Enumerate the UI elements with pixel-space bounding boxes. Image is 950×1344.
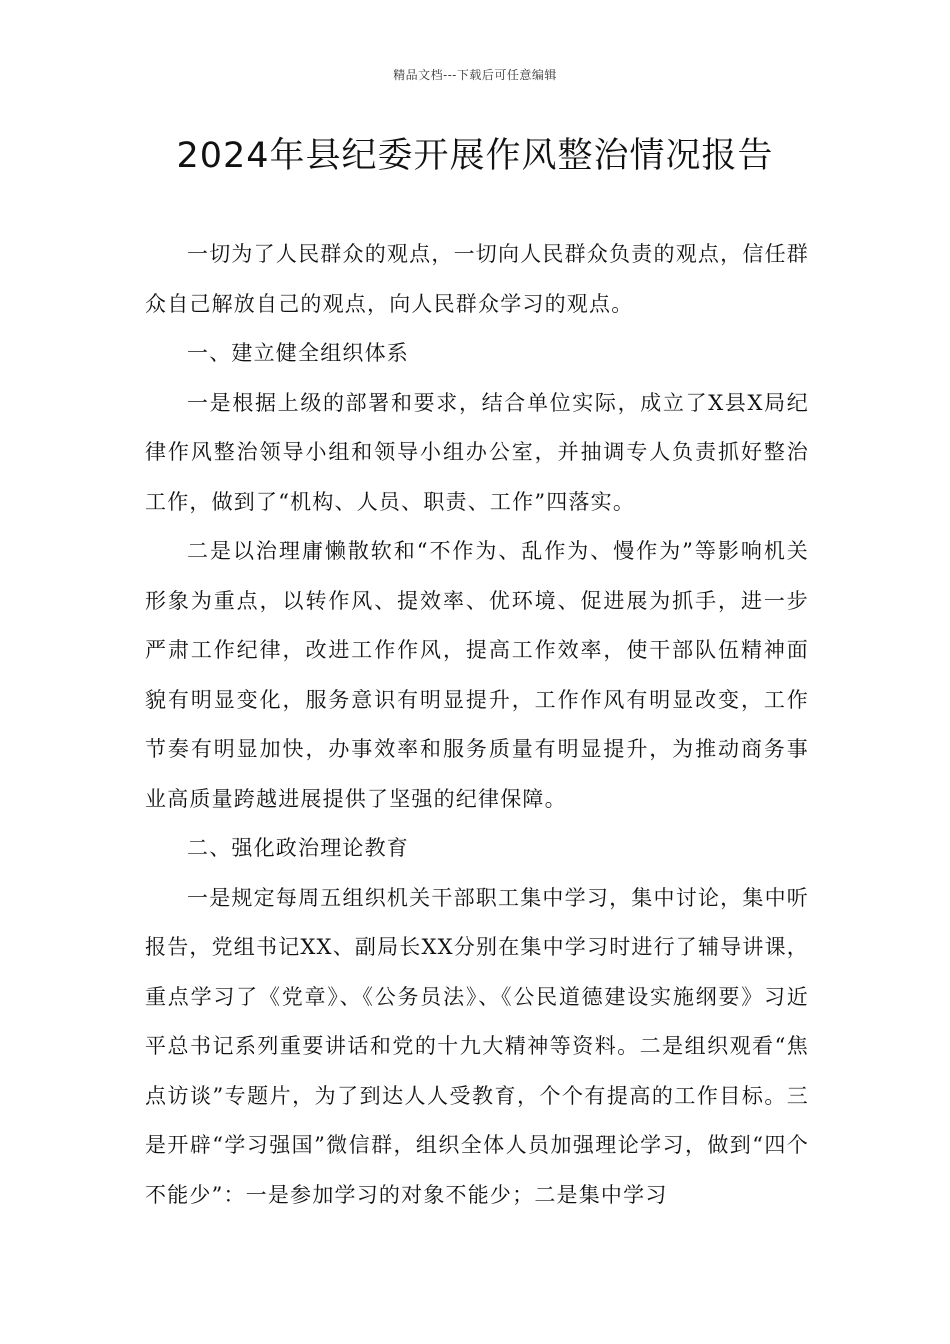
section-heading-1: 一、建立健全组织体系 (187, 341, 409, 365)
paragraph-1-1: 一是根据上级的部署和要求，结合单位实际，成立了X县X局纪律作风整治领导小组和领导小组办公室，并抽调专人负责抓好整治工作，做到了“机构、人员、职责、工作”四落实。 (145, 390, 809, 514)
header-note: 精品文档---下载后可任意编辑 (393, 68, 557, 82)
document-title: 2024年县纪委开展作风整治情况报告 (176, 136, 774, 176)
paragraph-2-1: 一是规定每周五组织机关干部职工集中学习，集中讨论，集中听报告，党组书记XX、副局长XX分别在集中学习时进行了辅导讲课，重点学习了《党章》、《公务员法》、《公民道德建设实施纲要》习近平总书记系列重要讲话和党的十九大精神等资料。二是组织观看“焦点访谈”专题片，为了到达人人受教育，个个有提高的工作目标。三是开辟“学习强国”微信群，组织全体人员加强理论学习，做到“四个不能少”：一是参加学习的对象不能少；二是集中学习 (145, 885, 809, 1207)
paragraph-intro: 一切为了人民群众的观点，一切向人民群众负责的观点，信任群众自己解放自己的观点，向人民群众学习的观点。 (145, 242, 809, 316)
section-heading-2: 二、强化政治理论教育 (187, 836, 409, 860)
document-body (145, 230, 809, 1220)
paragraph-1-2: 二是以治理庸懒散软和“不作为、乱作为、慢作为”等影响机关形象为重点，以转作风、提效率、优环境、促进展为抓手，进一步严肃工作纪律，改进工作作风，提高工作效率，使干部队伍精神面貌有明显变化，服务意识有明显提升，工作作风有明显改变，工作节奏有明显加快，办事效率和服务质量有明显提升，为推动商务事业高质量跨越进展提供了坚强的纪律保障。 (145, 539, 809, 811)
